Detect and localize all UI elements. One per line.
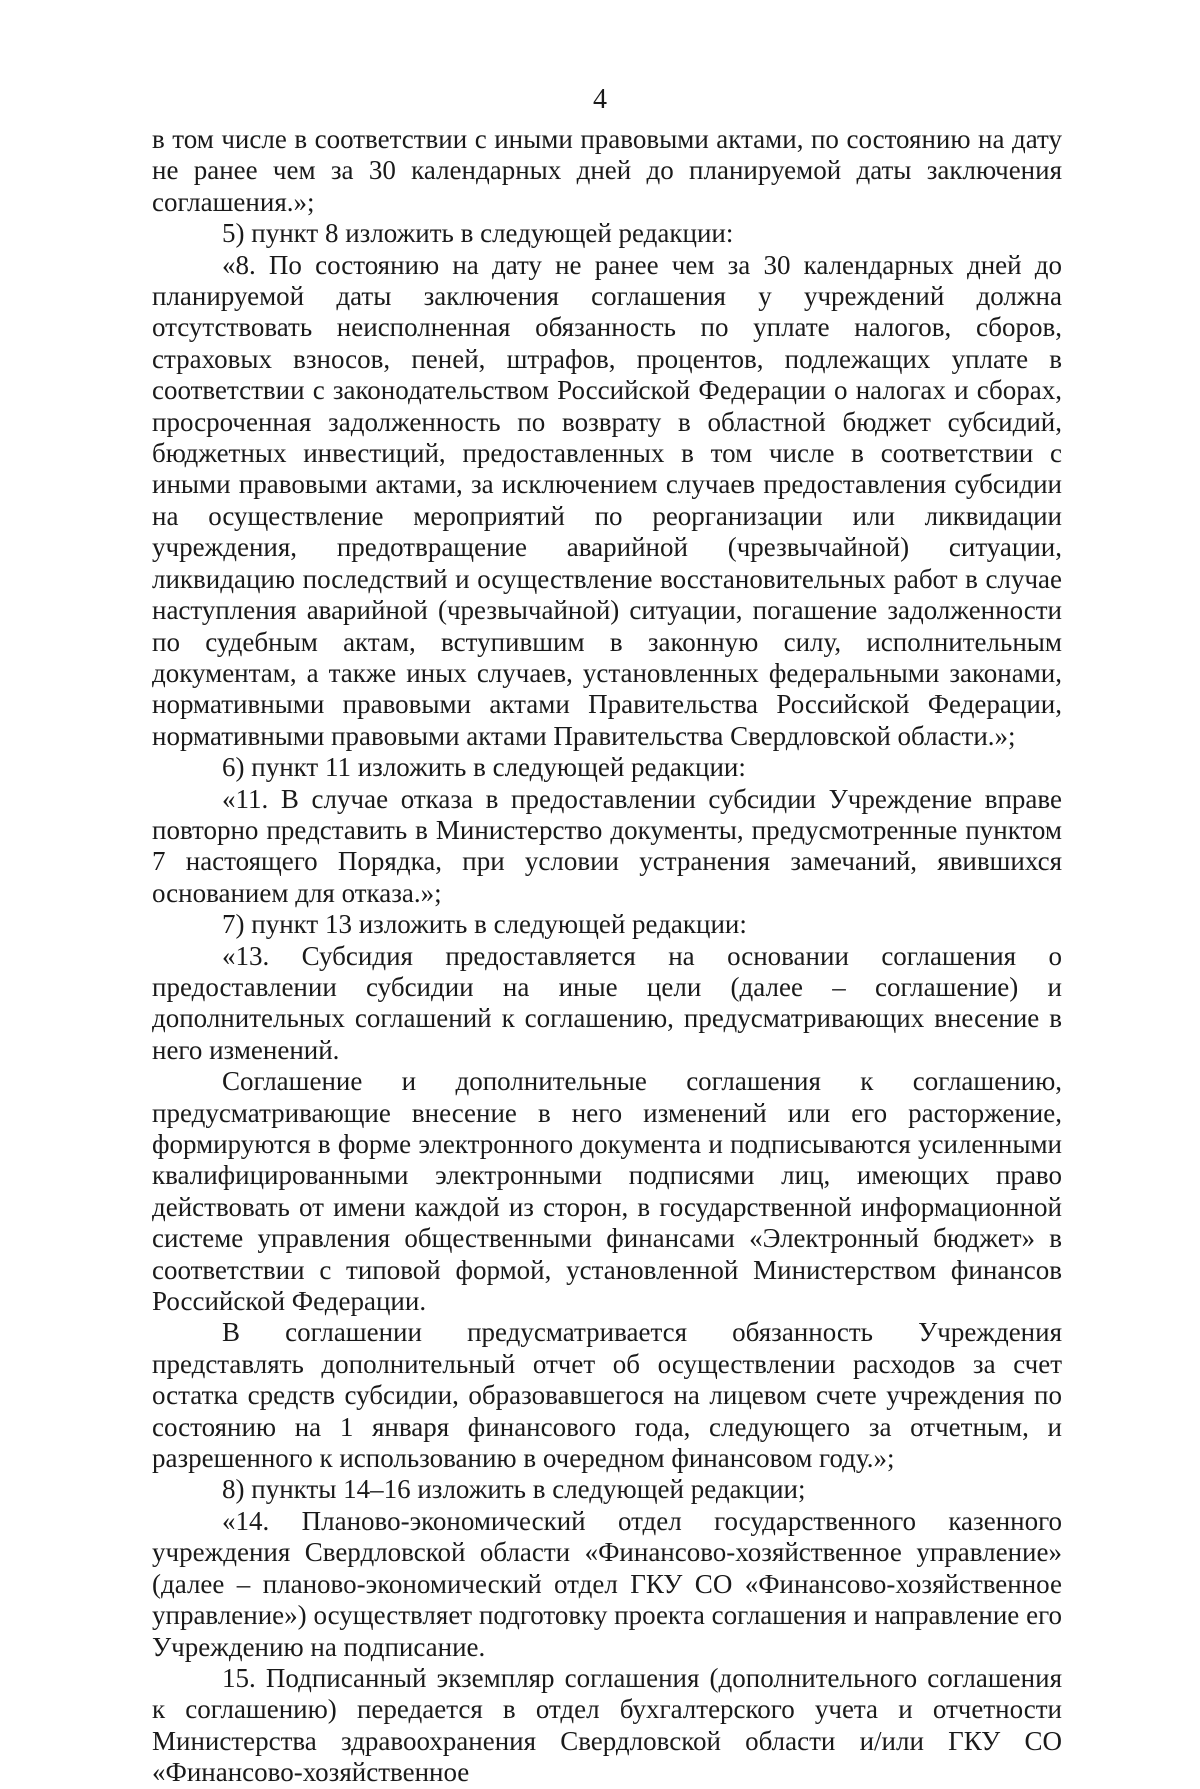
paragraph: В соглашении предусматривается обязанность Учреждения представлять дополнительный отчет об осуществлении расходов за счет остатка средств субсидии, образовавшегося на лицевом счете учреждения по состоянию на 1 января финансового года, следующего за отчетным, и разрешенного к использованию в очередном финансовом году.»; xyxy=(152,1317,1062,1474)
paragraph: Соглашение и дополнительные соглашения к соглашению, предусматривающие внесение в него изменений или его расторжение, формируются в форме электронного документа и подписываются усиленными квалифицированными электронными подписями лиц, имеющих право действовать от имени каждой из сторон, в государственной информационной системе управления общественными финансами «Электронный бюджет» в соответствии с типовой формой, установленной Министерством финансов Российской Федерации. xyxy=(152,1066,1062,1317)
page-number: 4 xyxy=(593,84,607,115)
document-body xyxy=(152,124,1062,1789)
paragraph: 15. Подписанный экземпляр соглашения (дополнительного соглашения к соглашению) передается в отдел бухгалтерского учета и отчетности Министерства здравоохранения Свердловской области и/или ГКУ СО «Финансово-хозяйственное xyxy=(152,1662,1062,1788)
paragraph: 7) пункт 13 изложить в следующей редакции: xyxy=(222,909,747,940)
paragraph: в том числе в соответствии с иными правовыми актами, по состоянию на дату не ранее чем за 30 календарных дней до планируемой даты заключения соглашения.»; xyxy=(152,124,1062,217)
paragraph: «8. По состоянию на дату не ранее чем за 30 календарных дней до планируемой даты заключения соглашения у учреждений должна отсутствовать неисполненная обязанность по уплате налогов, сборов, страховых взносов, пеней, штрафов, процентов, подлежащих уплате в соответствии с законодательством Российской Федерации о налогах и сборах, просроченная задолженность по возврату в областной бюджет субсидий, бюджетных инвестиций, предоставленных в том числе в соответствии с иными правовыми актами, за исключением случаев предоставления субсидии на осуществление мероприятий по реорганизации или ликвидации учреждения, предотвращение аварийной (чрезвычайной) ситуации, ликвидацию последствий и осуществление восстановительных работ в случае наступления аварийной (чрезвычайной) ситуации, погашение задолженности по судебным актам, вступившим в законную силу, исполнительным документам, а также иных случаев, установленных федеральными законами, нормативными правовыми актами Правительства Российской Федерации, нормативными правовыми актами Правительства Свердловской области.»; xyxy=(152,249,1062,751)
paragraph: 8) пункты 14–16 изложить в следующей редакции; xyxy=(222,1474,806,1505)
paragraph: «13. Субсидия предоставляется на основании соглашения о предоставлении субсидии на иные цели (далее – соглашение) и дополнительных соглашений к соглашению, предусматривающих внесение в него изменений. xyxy=(152,940,1062,1065)
paragraph: «11. В случае отказа в предоставлении субсидии Учреждение вправе повторно представить в Министерство документы, предусмотренные пунктом 7 настоящего Порядка, при условии устранения замечаний, явившихся основанием для отказа.»; xyxy=(152,783,1062,908)
paragraph: «14. Планово-экономический отдел государственного казенного учреждения Свердловской области «Финансово-хозяйственное управление» (далее – планово-экономический отдел ГКУ СО «Финансово-хозяйственное управление») осуществляет подготовку проекта соглашения и направление его Учреждению на подписание. xyxy=(152,1505,1062,1662)
paragraph: 6) пункт 11 изложить в следующей редакции: xyxy=(222,752,746,783)
paragraph: 5) пункт 8 изложить в следующей редакции: xyxy=(222,218,734,249)
